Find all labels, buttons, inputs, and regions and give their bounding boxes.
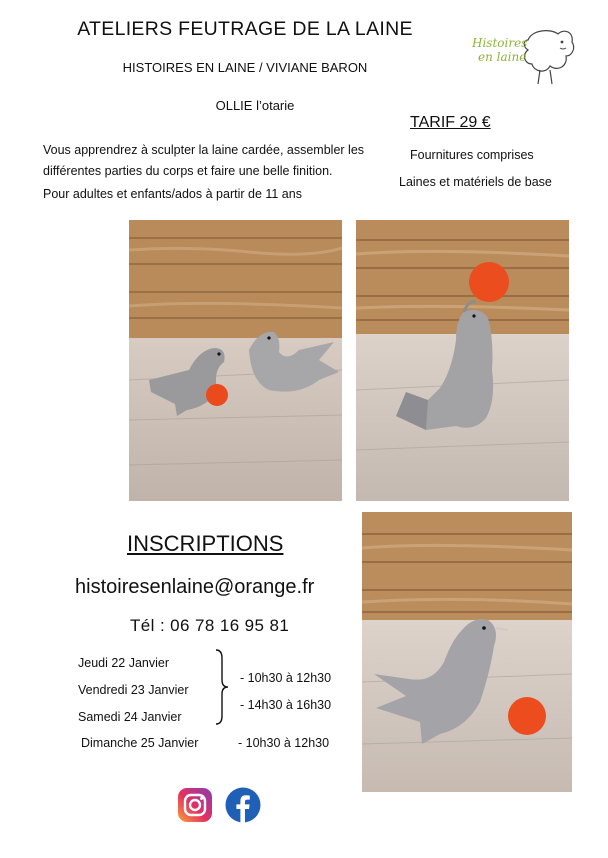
description-line-2: différentes parties du corps et faire une belle finition. [43,164,333,178]
facebook-icon[interactable] [225,787,261,823]
contact-phone[interactable]: Tél : 06 78 16 95 81 [130,616,290,635]
contact-email[interactable]: histoiresenlaine@orange.fr [75,576,315,598]
audience-text: Pour adultes et enfants/ados à partir de 11 ans [43,187,302,201]
time-slot-morning: - 10h30 à 12h30 [240,671,332,685]
supplies-included: Fournitures comprises [410,148,534,162]
logo-text-line2: en laine [478,50,527,64]
photo-two-seals-with-ball [129,220,342,501]
schedule-day-2: Vendredi 23 Janvier [78,683,189,697]
page-title: ATELIERS FEUTRAGE DE LA LAINE [77,18,413,40]
instagram-icon[interactable] [177,787,213,823]
schedule-day-1: Jeudi 22 Janvier [78,656,170,670]
photo-seal-balancing-ball [356,220,569,501]
histoires-en-laine-logo [470,22,580,94]
description-line-1: Vous apprendrez à sculpter la laine cardée, assembler les [43,143,365,157]
time-slot-sunday: - 10h30 à 12h30 [238,736,330,750]
schedule-day-3: Samedi 24 Janvier [78,710,182,724]
workshop-description [43,140,388,182]
time-slot-afternoon: - 14h30 à 16h30 [240,698,332,712]
workshop-model-name: OLLIE l’otarie [215,98,295,113]
schedule-day-4: Dimanche 25 Janvier [81,736,199,750]
inscriptions-heading: INSCRIPTIONS [127,531,284,556]
page-subtitle: HISTOIRES EN LAINE / VIVIANE BARON [122,60,368,75]
base-materials: Laines et matériels de base [399,175,552,189]
photo-seal-with-ball [362,512,572,792]
schedule-brace [212,648,232,726]
logo-text-line1: Histoires [472,36,528,50]
price-label: TARIF 29 € [410,114,491,131]
